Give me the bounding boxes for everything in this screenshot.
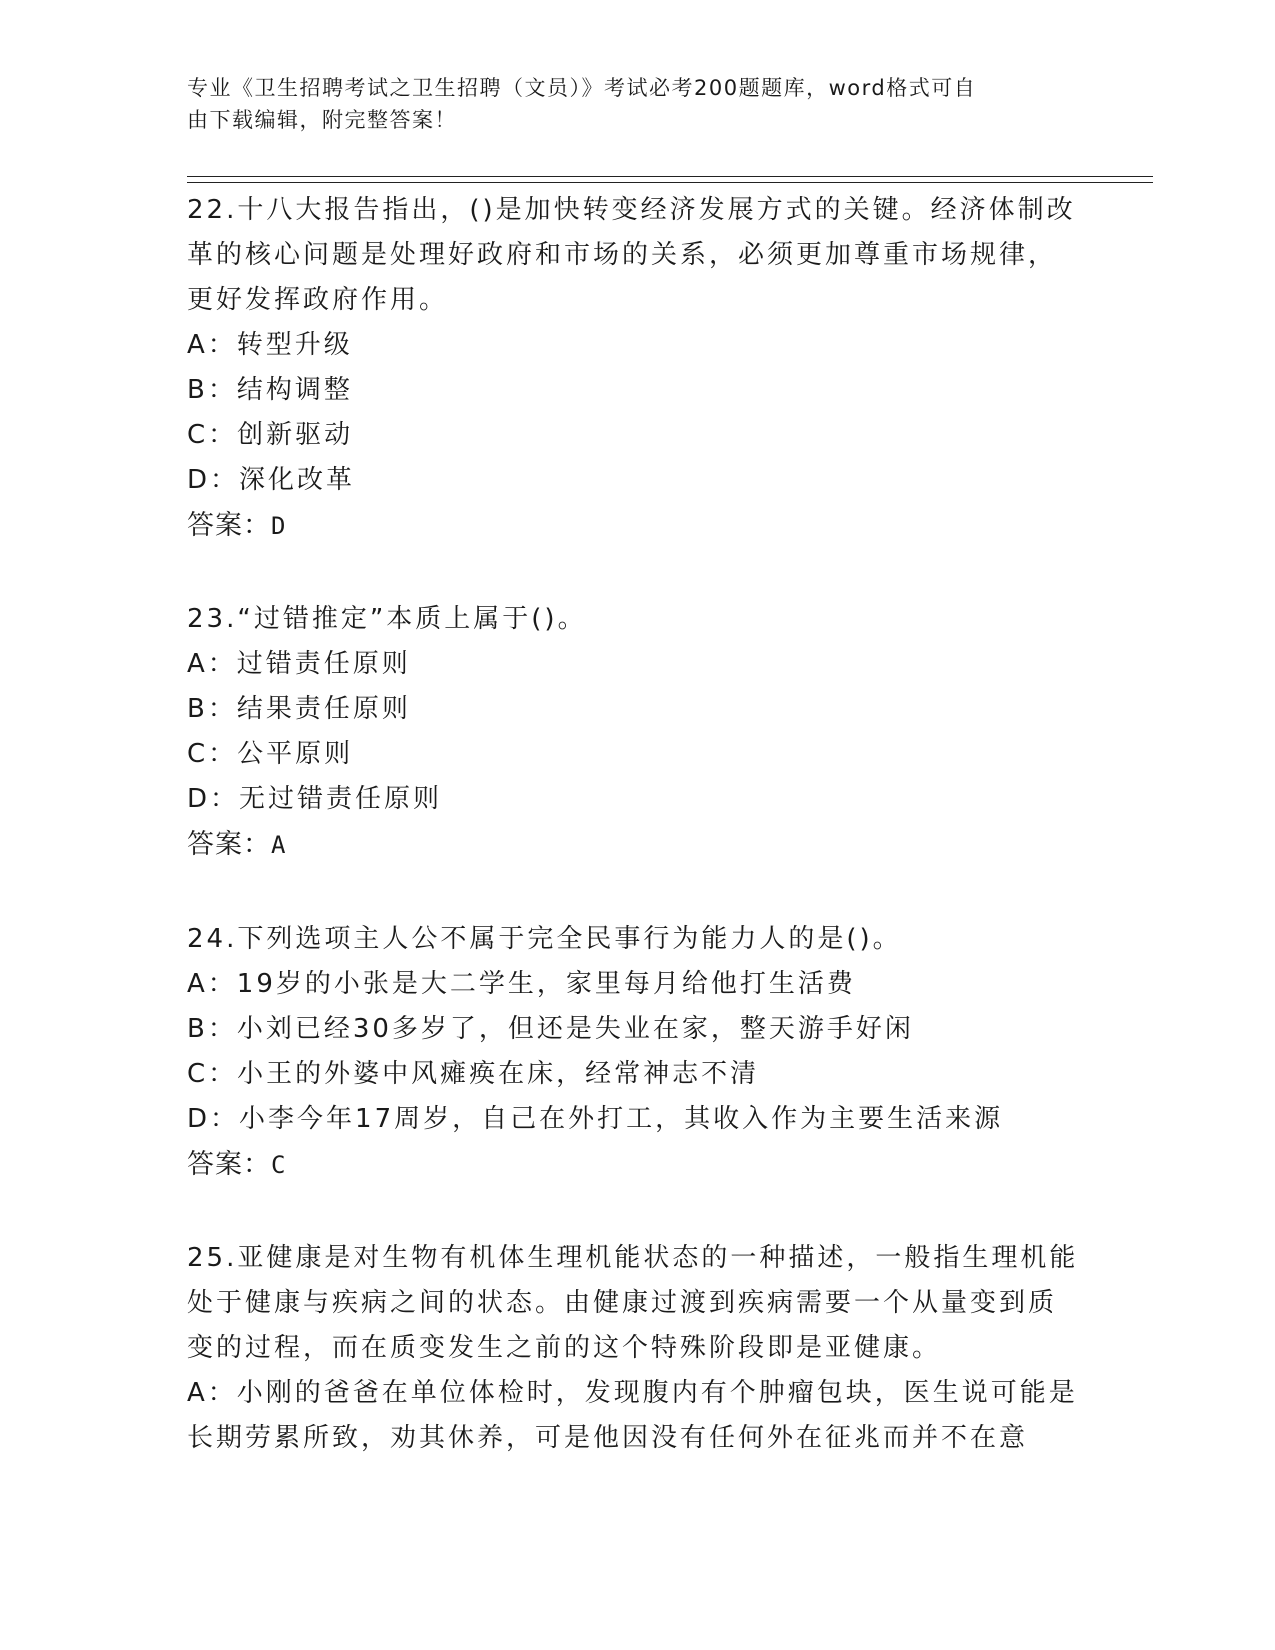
option-b: B：结构调整 [187,375,353,405]
option-a: A：过错责任原则 [187,649,411,679]
option-c: C：小王的外婆中风瘫痪在床，经常神志不清 [187,1059,760,1089]
answer-line [187,822,1087,868]
option-d: D：深化改革 [187,465,356,495]
question-stem-line: 更好发挥政府作用。 [187,285,449,315]
question-stem-line: 24.下列选项主人公不属于完全民事行为能力人的是()。 [187,924,902,954]
option-c: C：公平原则 [187,739,354,769]
option-a: A：转型升级 [187,330,353,360]
header-line-2: 由下载编辑，附完整答案！ [187,108,457,132]
option-a-continued: 长期劳累所致，劝其休养，可是他因没有任何外在征兆而并不在意 [187,1423,1029,1453]
question-stem-line: 革的核心问题是处理好政府和市场的关系，必须更加尊重市场规律， [187,240,1058,270]
header-divider-top [187,176,1153,177]
question-25 [187,1236,1087,1461]
question-stem-line: 22.十八大报告指出，()是加快转变经济发展方式的关键。经济体制改 [187,195,1076,225]
document-header [187,72,1067,136]
answer-label: 答案： [187,829,271,860]
option-d: D：小李今年17周岁，自己在外打工，其收入作为主要生活来源 [187,1104,1004,1134]
answer-value: C [271,1151,287,1179]
answer-value: A [271,831,287,859]
option-d: D：无过错责任原则 [187,784,443,814]
question-stem-line: 处于健康与疾病之间的状态。由健康过渡到疾病需要一个从量变到质 [187,1288,1058,1318]
answer-label: 答案： [187,1149,271,1180]
header-line-1: 专业《卫生招聘考试之卫生招聘（文员）》考试必考200题题库，word格式可自 [187,76,977,100]
question-23 [187,597,1087,868]
question-22 [187,188,1087,549]
answer-label: 答案： [187,510,271,541]
option-b: B：小刘已经30多岁了，但还是失业在家，整天游手好闲 [187,1014,914,1044]
answer-line [187,503,1087,549]
question-stem-line: 23.“过错推定”本质上属于()。 [187,604,587,634]
option-b: B：结果责任原则 [187,694,411,724]
option-a: A：19岁的小张是大二学生，家里每月给他打生活费 [187,969,856,999]
header-divider-bottom [187,182,1153,183]
answer-value: D [271,512,287,540]
option-a: A：小刚的爸爸在单位体检时，发现腹内有个肿瘤包块，医生说可能是 [187,1378,1078,1408]
option-c: C：创新驱动 [187,420,354,450]
answer-line [187,1142,1087,1188]
question-stem-line: 25.亚健康是对生物有机体生理机能状态的一种描述，一般指生理机能 [187,1243,1079,1273]
question-24 [187,917,1087,1188]
question-stem-line: 变的过程，而在质变发生之前的这个特殊阶段即是亚健康。 [187,1333,942,1363]
